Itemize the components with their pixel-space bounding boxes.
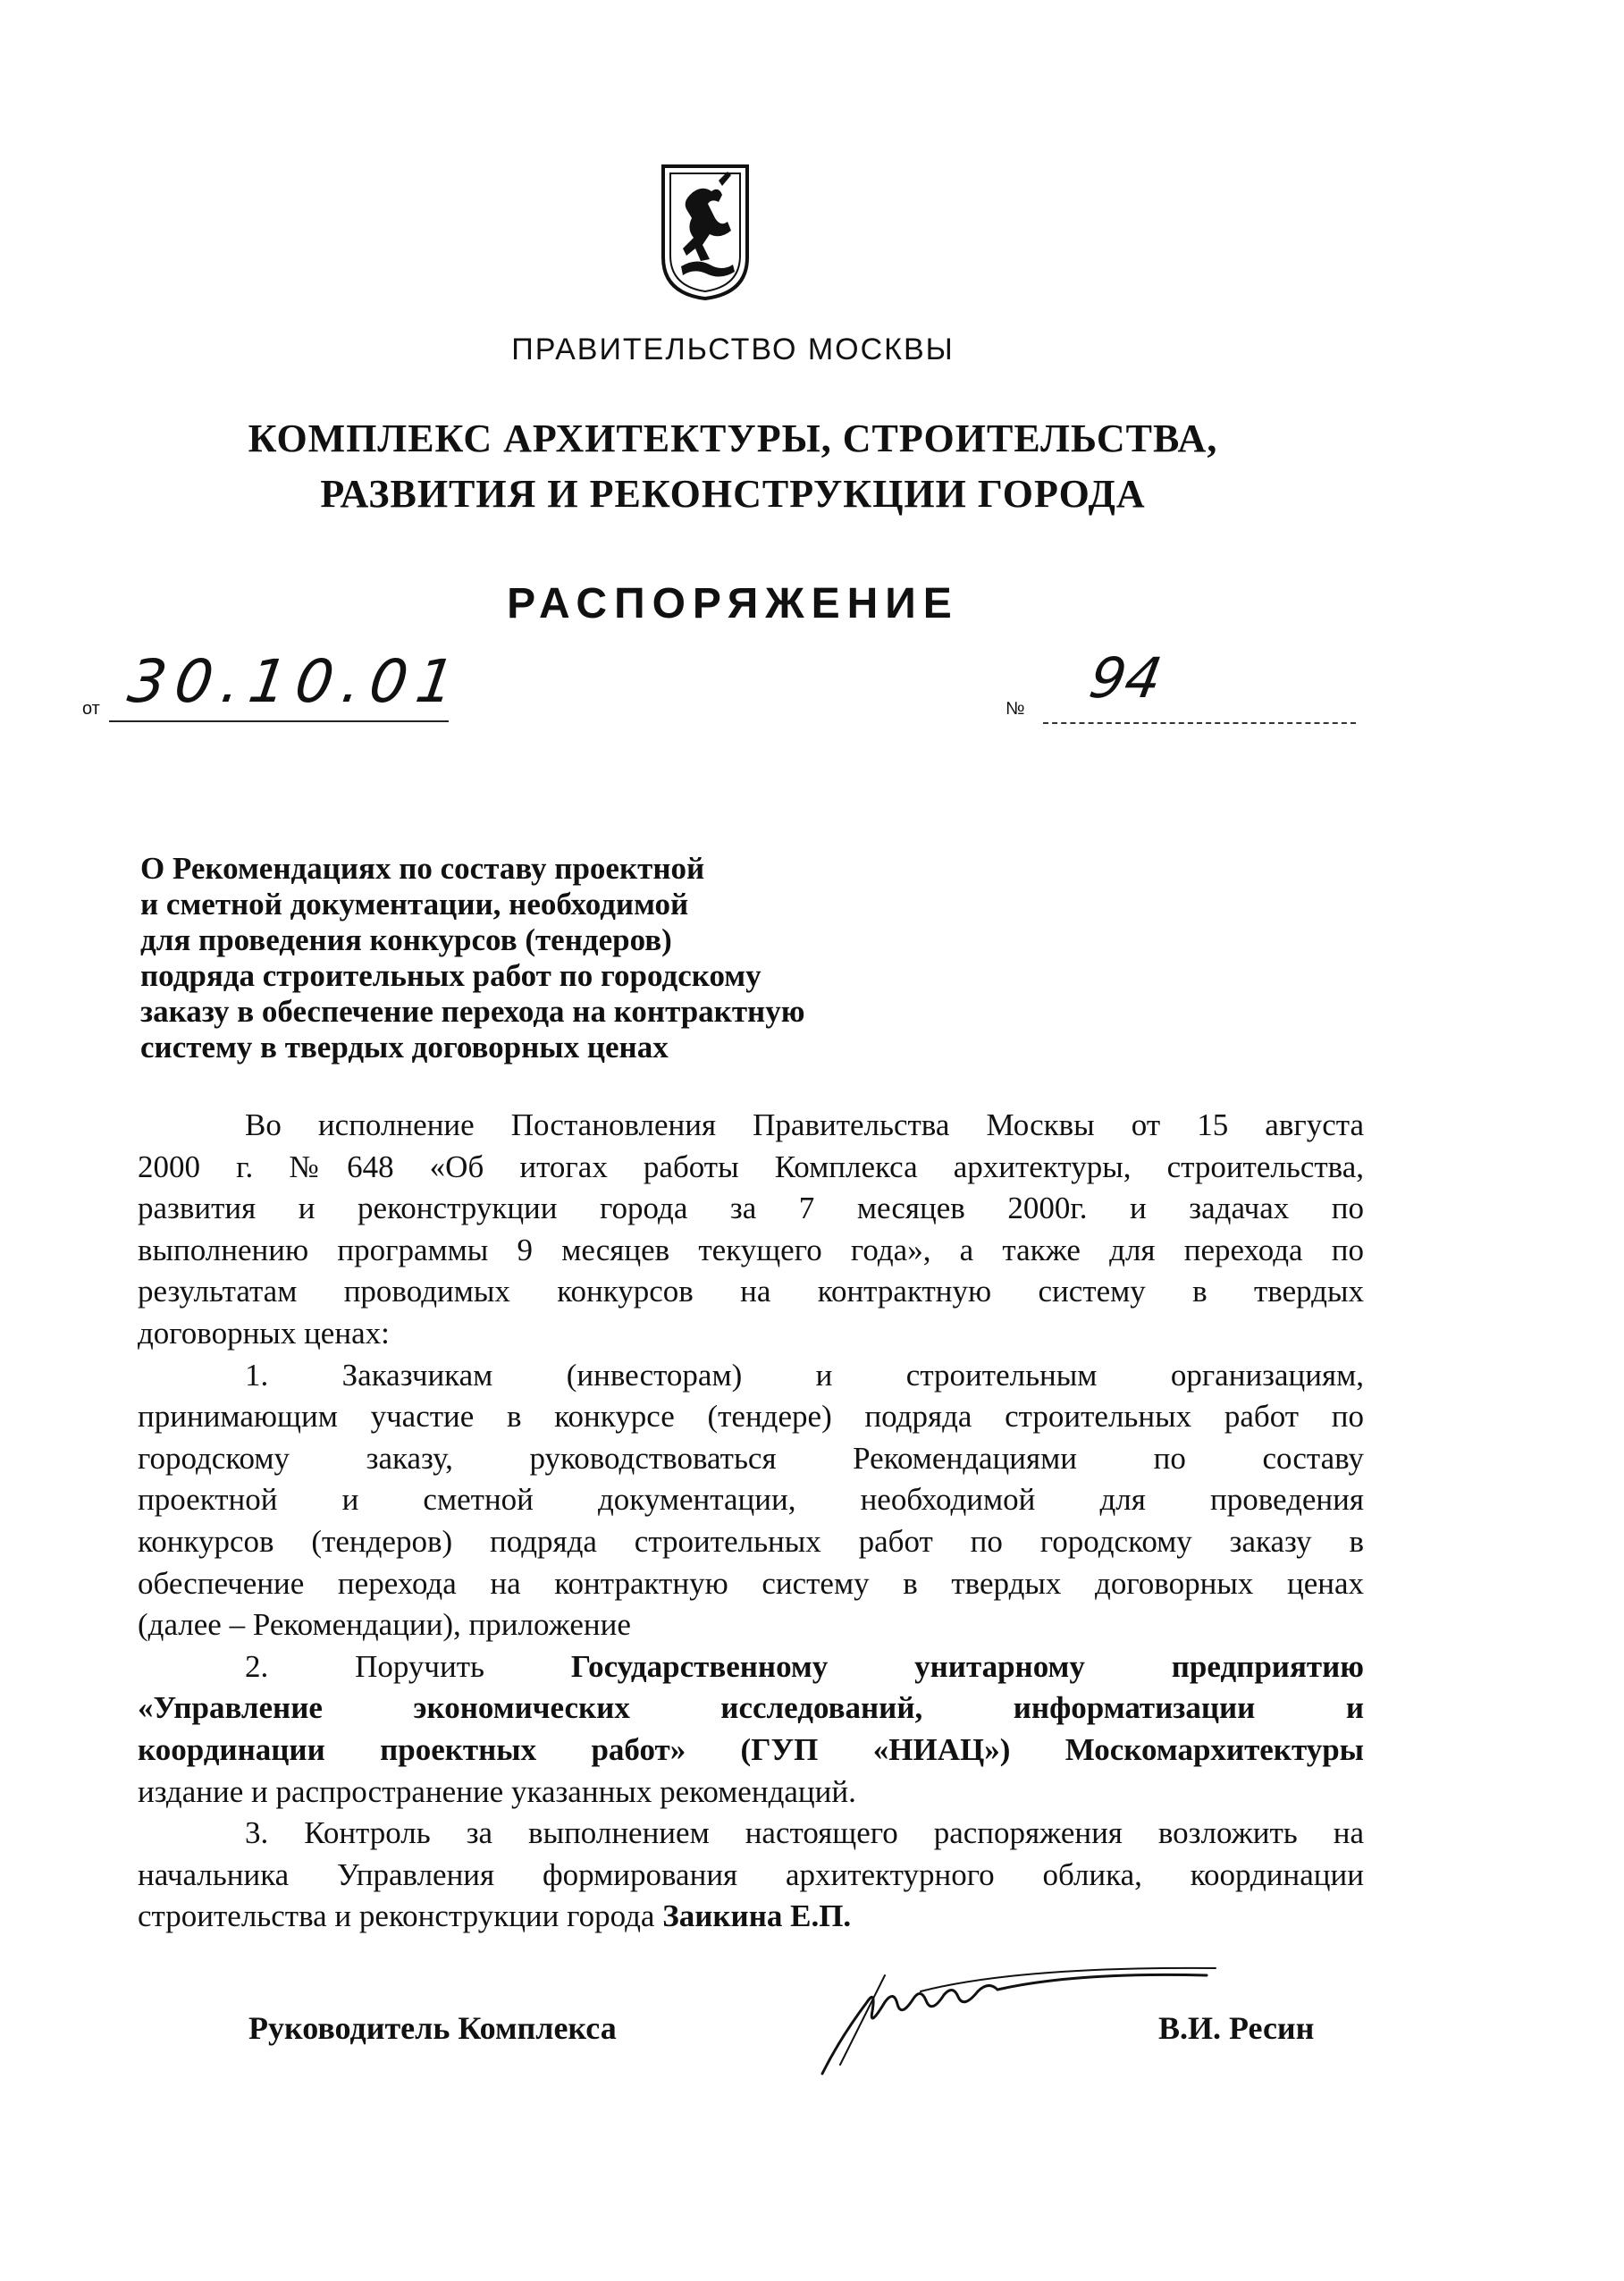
body-line: выполнению программы 9 месяцев текущего года», а также для перехода по	[138, 1232, 1364, 1267]
date-value: 30.10.01	[123, 647, 468, 716]
complex-title	[0, 411, 1466, 522]
complex-title-line: РАЗВИТИЯ И РЕКОНСТРУКЦИИ ГОРОДА	[320, 472, 1146, 516]
body-line: «Управление экономических исследований, информатизации и	[138, 1690, 1364, 1726]
body-bold-text: Заикина Е.П.	[662, 1898, 852, 1934]
body-line: начальника Управления формирования архитектурного облика, координации	[138, 1856, 1364, 1892]
body-line: издание и распространение указанных рекомендаций.	[138, 1773, 856, 1809]
number-underline	[1043, 722, 1356, 724]
body-line: принимающим участие в конкурсе (тендере) подряда строительных работ по	[138, 1399, 1364, 1435]
body-line: (далее – Рекомендации), приложение	[138, 1607, 631, 1643]
subject-line: систему в твердых договорных ценах	[140, 1030, 669, 1065]
date-number-row	[82, 645, 1378, 733]
document-body	[138, 1105, 1364, 1938]
subject-line: для проведения конкурсов (тендеров)	[140, 922, 672, 957]
subject-line: заказу в обеспечение перехода на контрактную	[140, 994, 805, 1029]
body-line: договорных ценах:	[138, 1315, 390, 1351]
subject-line: и сметной документации, необходимой	[140, 887, 689, 922]
date-label: от	[82, 699, 100, 719]
body-line: результатам проводимых конкурсов на контрактную систему в твердых	[138, 1274, 1364, 1309]
body-text: строительства и реконструкции города	[138, 1898, 663, 1934]
body-line: 2000 г. №648 «Об итогах работы Комплекса архитектуры, строительства,	[138, 1149, 1364, 1184]
number-label: №	[1006, 699, 1025, 719]
government-title: ПРАВИТЕЛЬСТВО МОСКВЫ	[511, 332, 955, 366]
number-value: 94	[1084, 645, 1167, 711]
date-underline	[109, 720, 449, 722]
signatory-role: Руководитель Комплекса	[248, 2010, 617, 2046]
body-line: проектной и сметной документации, необходимой для проведения	[138, 1482, 1364, 1518]
body-bold-text: Государственному унитарному предприятию	[570, 1648, 1364, 1684]
body-line: городскому заказу, руководствоваться Рекомендациями по составу	[138, 1440, 1364, 1476]
document-subject	[140, 851, 804, 1065]
body-line: 3. Контроль за выполнением настоящего распоряжения возложить на	[245, 1815, 1364, 1851]
body-line	[138, 1646, 1364, 1688]
subject-line: подряда строительных работ по городскому	[140, 958, 762, 993]
body-line: Во исполнение Постановления Правительства Москвы от 15 августа	[245, 1107, 1364, 1142]
subject-line: О Рекомендациях по составу проектной	[140, 851, 705, 886]
body-line	[138, 1896, 1364, 1938]
body-line: 1. Заказчикам (инвесторам) и строительным организациям,	[245, 1357, 1364, 1393]
body-line: координации проектных работ» (ГУП «НИАЦ») Москомархитектуры	[138, 1731, 1364, 1767]
body-text: 2. Поручить	[245, 1648, 571, 1684]
body-line: развития и реконструкции города за 7 месяцев 2000г. и задачах по	[138, 1191, 1364, 1226]
moscow-coat-of-arms-icon	[656, 159, 754, 302]
body-line: обеспечение перехода на контрактную систему в твердых договорных ценах	[138, 1565, 1364, 1601]
signatory-name: В.И. Ресин	[1158, 2010, 1315, 2046]
document-type: РАСПОРЯЖЕНИЕ	[507, 580, 959, 627]
body-line: конкурсов (тендеров) подряда строительных работ по городскому заказу в	[138, 1523, 1364, 1559]
complex-title-line: КОМПЛЕКС АРХИТЕКТУРЫ, СТРОИТЕЛЬСТВА,	[248, 417, 1218, 460]
